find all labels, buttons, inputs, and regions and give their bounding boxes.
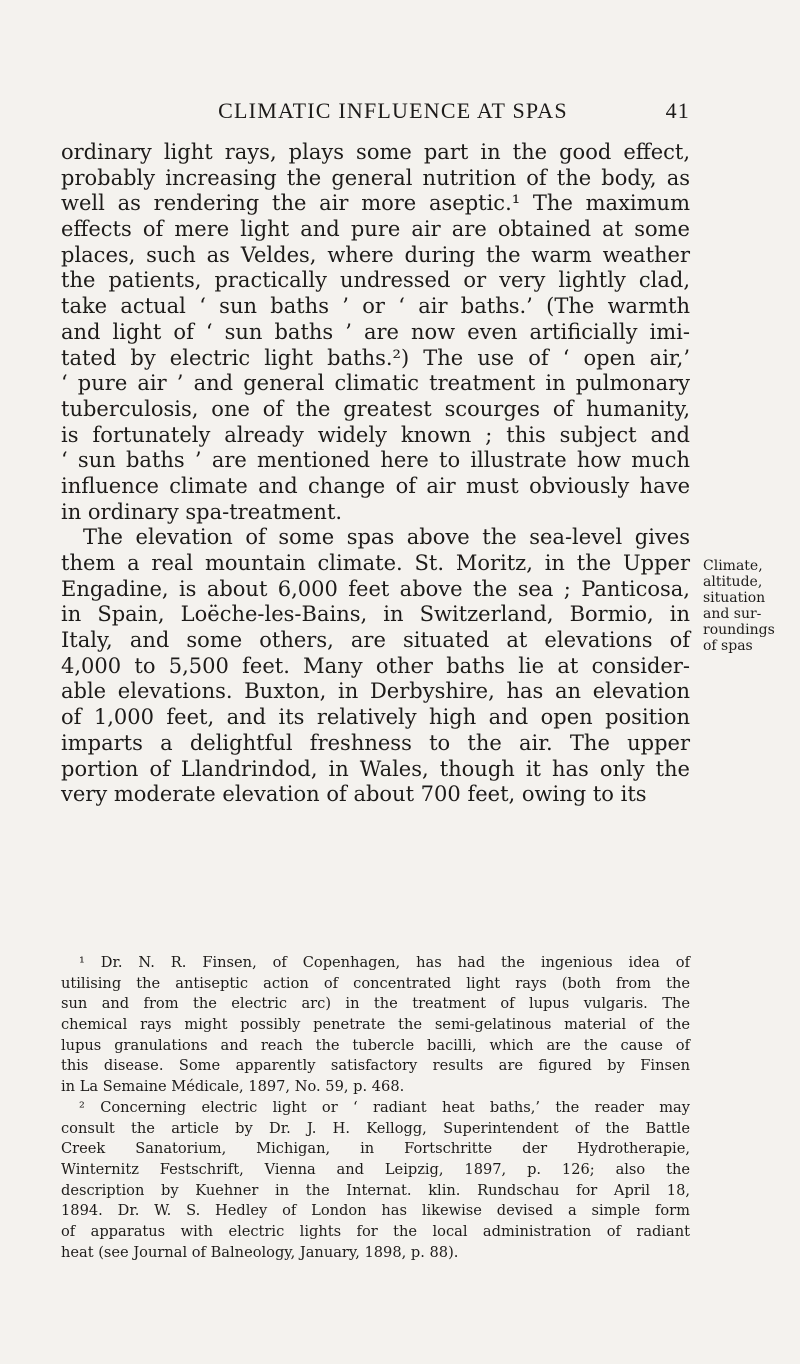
- body-line: Engadine, is about 6,000 feet above the sea ; Panticosa,: [61, 576, 690, 601]
- margin-note: [703, 558, 783, 654]
- body-line: ‘ pure air ’ and general climatic treatment in pulmonary: [61, 371, 690, 396]
- body-line: 4,000 to 5,500 feet. Many other baths lie at consider-: [61, 653, 690, 678]
- footnote-line: utilising the antiseptic action of concentrated light rays (both from the: [61, 974, 690, 992]
- body-text: [61, 140, 690, 808]
- body-line: take actual ‘ sun baths ’ or ‘ air baths.’ (The warmth: [61, 294, 690, 319]
- running-header: [96, 98, 690, 128]
- footnote-line: ¹ Dr. N. R. Finsen, of Copenhagen, has had the ingenious idea of: [79, 954, 690, 971]
- footnotes: [61, 953, 690, 1263]
- margin-note-line: and sur-: [703, 606, 762, 622]
- body-line: imparts a delightful freshness to the air. The upper: [61, 730, 690, 755]
- body-line: very moderate elevation of about 700 feet, owing to its: [61, 782, 647, 807]
- page-number: 41: [665, 98, 690, 123]
- body-line: tated by electric light baths.²) The use of ‘ open air,’: [61, 345, 690, 370]
- margin-note-line: Climate,: [703, 558, 763, 574]
- footnote-line: description by Kuehner in the Internat. klin. Rundschau for April 18,: [61, 1181, 690, 1199]
- footnote-line: lupus granulations and reach the tubercle bacilli, which are the cause of: [61, 1036, 690, 1054]
- body-line: in Spain, Loëche-les-Bains, in Switzerland, Bormio, in: [61, 602, 690, 627]
- footnote-line: in La Semaine Médicale, 1897, No. 59, p. 468.: [61, 1078, 405, 1096]
- footnote-line: Creek Sanatorium, Michigan, in Fortschritte der Hydrotherapie,: [61, 1140, 690, 1158]
- footnote-1: [61, 953, 690, 1098]
- footnote-2: [61, 1098, 690, 1264]
- footnote-line: chemical rays might possibly penetrate the semi-gelatinous material of the: [61, 1016, 690, 1034]
- body-line: Italy, and some others, are situated at elevations of: [61, 628, 690, 653]
- footnote-line: of apparatus with electric lights for the local administration of radiant: [61, 1222, 690, 1240]
- footnote-line: sun and from the electric arc) in the treatment of lupus vulgaris. The: [61, 995, 690, 1013]
- body-line: probably increasing the general nutrition of the body, as: [61, 165, 690, 190]
- body-line: able elevations. Buxton, in Derbyshire, has an elevation: [61, 679, 690, 704]
- body-line: influence climate and change of air must obviously have: [61, 473, 690, 498]
- footnote-line: 1894. Dr. W. S. Hedley of London has likewise devised a simple form: [61, 1202, 690, 1220]
- body-line: is fortunately already widely known ; this subject and: [61, 422, 690, 447]
- body-line: of 1,000 feet, and its relatively high and open position: [61, 705, 690, 730]
- footnote-line: ² Concerning electric light or ‘ radiant heat baths,’ the reader may: [79, 1098, 690, 1116]
- body-line: tuberculosis, one of the greatest scourges of humanity,: [61, 396, 690, 421]
- running-title: CLIMATIC INFLUENCE AT SPAS: [218, 98, 568, 123]
- footnote-line: this disease. Some apparently satisfactory results are figured by Finsen: [61, 1057, 690, 1075]
- footnote-line: heat (see Journal of Balneology, January, 1898, p. 88).: [61, 1243, 459, 1261]
- footnote-line: Winternitz Festschrift, Vienna and Leipzig, 1897, p. 126; also the: [61, 1160, 690, 1178]
- body-line: and light of ‘ sun baths ’ are now even artificially imi-: [61, 319, 690, 344]
- margin-note-line: altitude,: [703, 574, 763, 590]
- body-line: in ordinary spa-treatment.: [61, 499, 343, 524]
- body-line: portion of Llandrindod, in Wales, though it has only the: [61, 756, 690, 781]
- body-line: well as rendering the air more aseptic.¹ The maximum: [61, 191, 690, 216]
- margin-note-line: roundings: [703, 622, 775, 638]
- body-line: them a real mountain climate. St. Moritz, in the Upper: [61, 551, 690, 575]
- margin-note-line: situation: [703, 590, 766, 606]
- body-line: effects of mere light and pure air are obtained at some: [61, 217, 690, 242]
- body-line: ‘ sun baths ’ are mentioned here to illustrate how much: [61, 448, 690, 473]
- body-line: the patients, practically undressed or very lightly clad,: [61, 268, 690, 293]
- body-line: places, such as Veldes, where during the warm weather: [61, 242, 690, 267]
- body-line: ordinary light rays, plays some part in the good effect,: [61, 140, 690, 164]
- margin-note-line: of spas: [703, 638, 753, 654]
- body-line: The elevation of some spas above the sea-level gives: [83, 525, 690, 550]
- footnote-line: consult the article by Dr. J. H. Kellogg, Superintendent of the Battle: [61, 1119, 690, 1137]
